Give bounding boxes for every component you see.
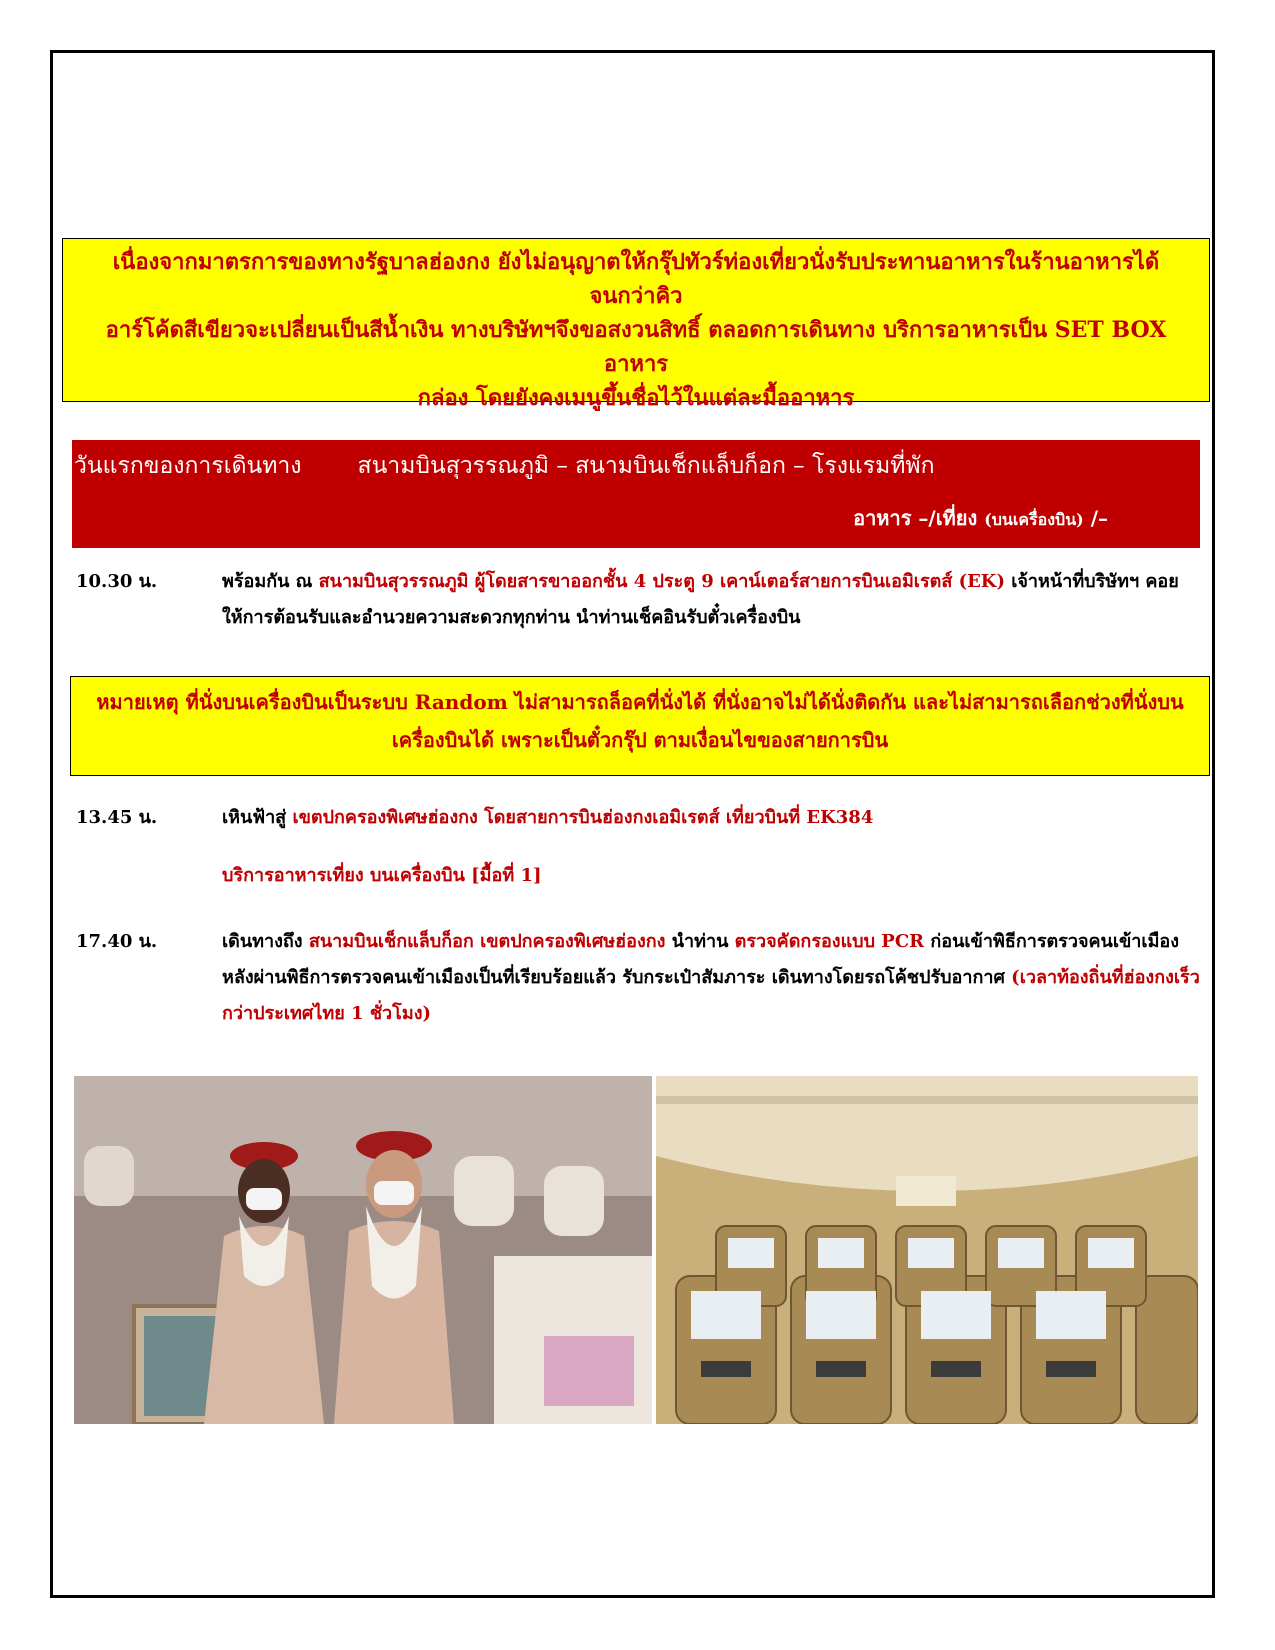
- day-route: สนามบินสุวรรณภูมิ – สนามบินเช็กแล็บก็อก – โรงแรมที่พัก: [357, 453, 935, 479]
- entry-highlight: เขตปกครองพิเศษฮ่องกง โดยสายการบินฮ่องกงเอมิเรตส์ เที่ยวบินที่ EK384: [292, 807, 874, 828]
- entry-time: 17.40 น.: [76, 931, 158, 952]
- day-header-row: [74, 448, 935, 484]
- seat-notice-box: [70, 676, 1210, 776]
- entry-text: เจ้าหน้าที่บริษัทฯ คอยให้การต้อนรับและอำนวยความสะดวกทุกท่าน นำท่านเช็คอินรับตั๋วเครื่องบิน: [222, 571, 1179, 628]
- itinerary-entry-1030: [76, 564, 1200, 636]
- day-header-bar: [72, 440, 1200, 548]
- notice-line: เครื่องบินได้ เพราะเป็นตั๋วกรุ๊ป ตามเงื่อนไขของสายการบิน: [391, 728, 889, 752]
- meals-prefix: อาหาร –/เที่ยง: [853, 506, 978, 530]
- entry-body: [222, 800, 1200, 836]
- entry-highlight: (เวลาท้องถิ่นที่ฮ่องกงเร็วกว่าประเทศไทย 1 ชั่วโมง): [222, 967, 1200, 1024]
- cabin-crew-photo: [74, 1076, 652, 1424]
- entry-text: นำท่าน: [665, 931, 735, 952]
- entry-highlight: ตรวจคัดกรองแบบ PCR: [734, 931, 925, 952]
- economy-cabin-photo: [656, 1076, 1198, 1424]
- entry-highlight: สนามบินสุวรรณภูมิ ผู้โดยสารขาออกชั้น 4 ประตู 9 เคาน์เตอร์สายการบินเอมิเรตส์ (EK): [318, 571, 1005, 592]
- entry-body: [222, 564, 1200, 636]
- notice-line: เนื่องจากมาตรการของทางรัฐบาลฮ่องกง ยังไม่อนุญาตให้กรุ๊ปทัวร์ท่องเที่ยวนั่งรับประทานอาหารในร้านอาหารได้ จนกว่าคิว: [112, 249, 1160, 309]
- entry-text: ก่อนเข้าพิธีการตรวจคนเข้าเมือง หลังผ่านพิธีการตรวจคนเข้าเมืองเป็นที่เรียบร้อยแล้ว รับกระเป๋าสัมภาระ เดินทางโดยรถโค้ชปรับอากาศ: [222, 931, 1180, 988]
- dining-notice-box: [62, 238, 1210, 411]
- meal-service-line: บริการอาหารเที่ยง บนเครื่องบิน [มื้อที่ 1]: [222, 865, 542, 886]
- itinerary-entry-1740: [76, 924, 1200, 1032]
- day-label: วันแรกของการเดินทาง: [74, 453, 302, 479]
- meals-note: (บนเครื่องบิน): [984, 510, 1084, 529]
- entry-text: เดินทางถึง: [222, 931, 309, 952]
- entry-highlight: สนามบินเช็กแล็บก็อก เขตปกครองพิเศษฮ่องกง: [308, 931, 666, 952]
- itinerary-entry-1345: [76, 800, 1200, 894]
- notice-line: กล่อง โดยยังคงเมนูขึ้นชื่อไว้ในแต่ละมื้ออาหาร: [417, 385, 855, 411]
- entry-time: 13.45 น.: [76, 807, 158, 828]
- entry-body: [222, 924, 1200, 1032]
- notice-line: อาร์โค้ดสีเขียวจะเปลี่ยนเป็นสีน้ำเงิน ทางบริษัทฯจึงขอสงวนสิทธิ์ ตลอดการเดินทาง บริการอาหารเป็น SET BOX อาหาร: [105, 317, 1167, 377]
- entry-text: เหินฟ้าสู่: [222, 807, 293, 828]
- entry-text: พร้อมกัน ณ: [222, 571, 319, 592]
- entry-time: 10.30 น.: [76, 571, 158, 592]
- meals-suffix: /–: [1090, 506, 1108, 530]
- meals-line: [853, 502, 1108, 534]
- notice-line: หมายเหตุ ที่นั่งบนเครื่องบินเป็นระบบ Random ไม่สามารถล็อคที่นั่งได้ ที่นั่งอาจไม่ได้นั่งติดกัน และไม่สามารถเลือกช่วงที่นั่งบน: [96, 690, 1184, 714]
